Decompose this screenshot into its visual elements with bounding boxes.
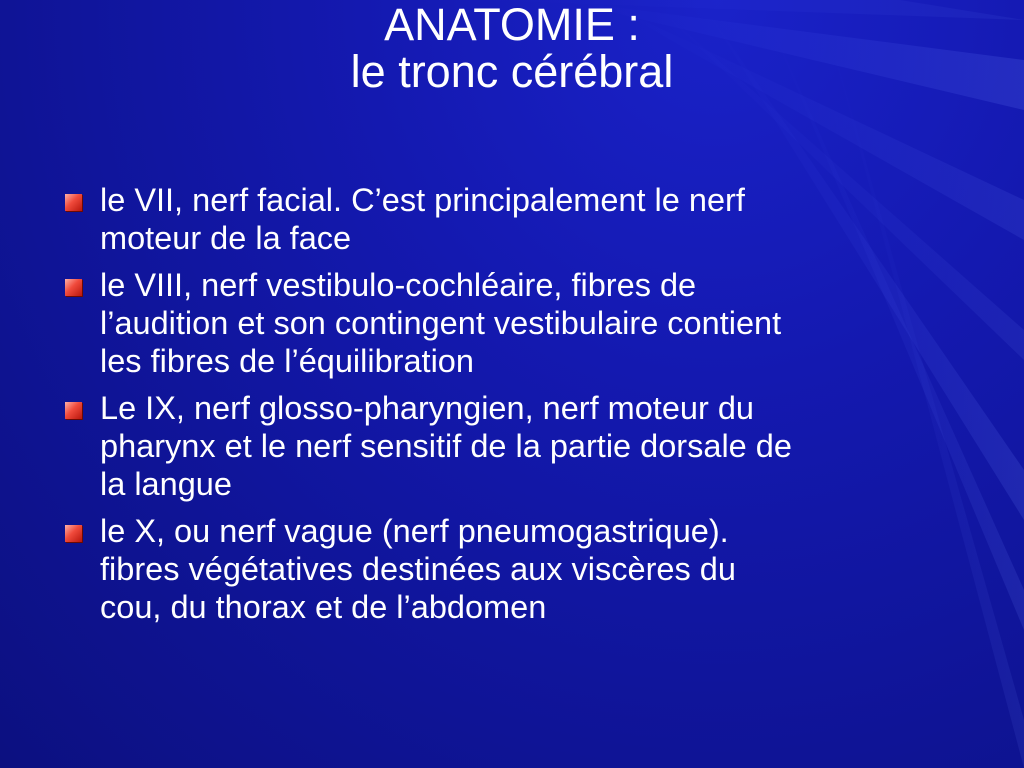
bullet-line: pharynx et le nerf sensitif de la partie dorsale de	[100, 428, 792, 464]
bullet-list	[60, 181, 980, 635]
bullet-line: cou, du thorax et de l’abdomen	[100, 589, 547, 625]
bullet-line: les fibres de l’équilibration	[100, 343, 474, 379]
bullet-item-vii	[60, 181, 980, 257]
bullet-item-x	[60, 512, 980, 626]
bullet-item-ix	[60, 389, 980, 503]
bullet-line: moteur de la face	[100, 220, 352, 256]
bullet-line: Le IX, nerf glosso-pharyngien, nerf moteur du	[100, 390, 754, 426]
bullet-square-icon	[65, 279, 82, 296]
title-line-2: le tronc cérébral	[350, 46, 674, 97]
bullet-square-icon	[65, 402, 82, 419]
bullet-line: la langue	[100, 466, 232, 502]
bullet-square-icon	[65, 194, 82, 211]
bullet-line: fibres végétatives destinées aux viscères du	[100, 551, 736, 587]
bullet-line: le VIII, nerf vestibulo-cochléaire, fibres de	[100, 267, 697, 303]
bullet-line: le VII, nerf facial. C’est principalement le nerf	[100, 182, 745, 218]
slide-title	[0, 0, 1024, 97]
bullet-square-icon	[65, 525, 82, 542]
title-line-1: ANATOMIE :	[384, 0, 640, 50]
bullet-item-viii	[60, 266, 980, 380]
bullet-line: l’audition et son contingent vestibulaire contient	[100, 305, 782, 341]
bullet-line: le X, ou nerf vague (nerf pneumogastrique).	[100, 513, 729, 549]
